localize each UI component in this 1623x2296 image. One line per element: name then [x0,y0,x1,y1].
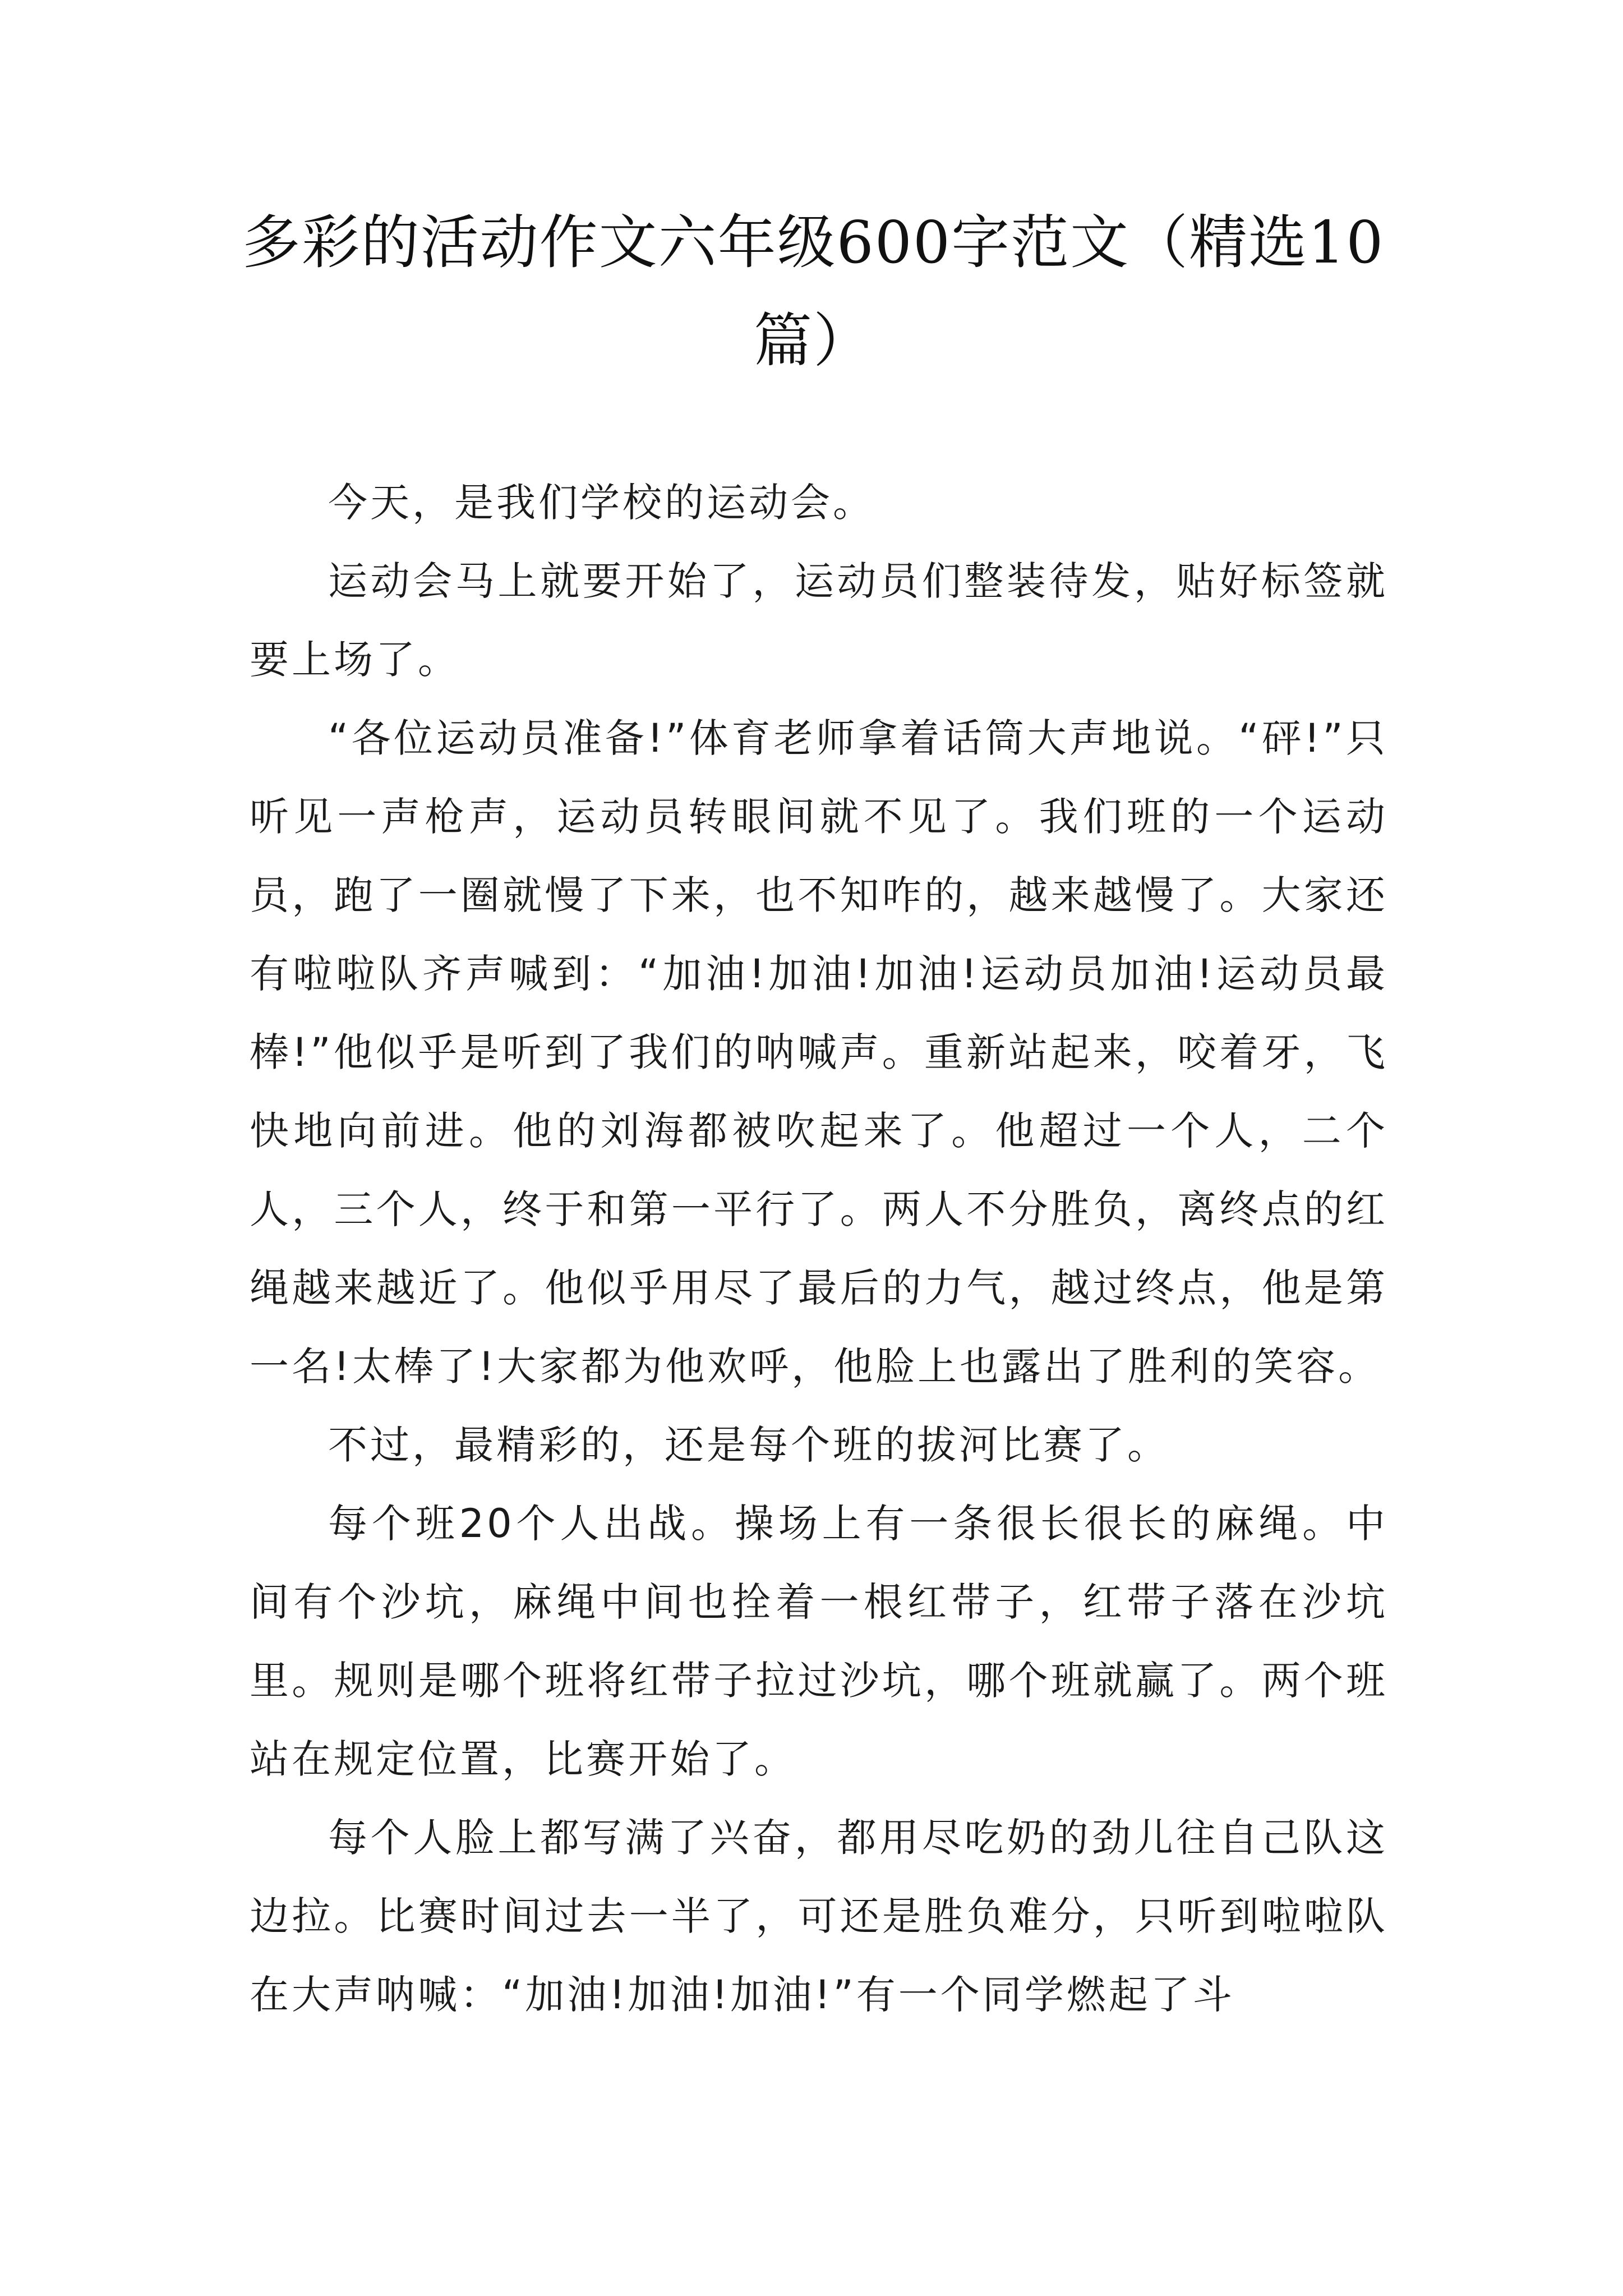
paragraph: 不过，最精彩的，还是每个班的拔河比赛了。 [328,1422,1169,1468]
paragraph: 今天，是我们学校的运动会。 [328,480,875,526]
paragraph: “各位运动员准备!”体育老师拿着话筒大声地说。“砰!”只听见一声枪声，运动员转眼间就不见了。我们班的一个运动员，跑了一圈就慢了下来，也不知咋的，越来越慢了。大家还有啦啦队齐声喊到：“加油!加油!加油!运动员加油!运动员最棒!”他似乎是听到了我们的呐喊声。重新站起来，咬着牙，飞快地向前进。他的刘海都被吹起来了。他超过一个人，二个人，三个人，终于和第一平行了。两人不分胜负，离终点的红绳越来越近了。他似乎用尽了最后的力气，越过终点，他是第一名!太棒了!大家都为他欢呼，他脸上也露出了胜利的笑容。 [250,715,1388,1389]
document-title: 多彩的活动作文六年级600字范文（精选10篇） [242,208,1385,375]
paragraph: 运动会马上就要开始了，运动员们整装待发，贴好标签就要上场了。 [250,558,1388,683]
paragraph: 每个班20个人出战。操场上有一条很长很长的麻绳。中间有个沙坑，麻绳中间也拴着一根红带子，红带子落在沙坑里。规则是哪个班将红带子拉过沙坑，哪个班就赢了。两个班站在规定位置，比赛开始了。 [250,1501,1388,1782]
paragraph: 每个人脸上都写满了兴奋，都用尽吃奶的劲儿往自己队这边拉。比赛时间过去一半了，可还是胜负难分，只听到啦啦队在大声呐喊：“加油!加油!加油!”有一个同学燃起了斗 [250,1815,1388,2018]
document-body [250,463,1388,2034]
